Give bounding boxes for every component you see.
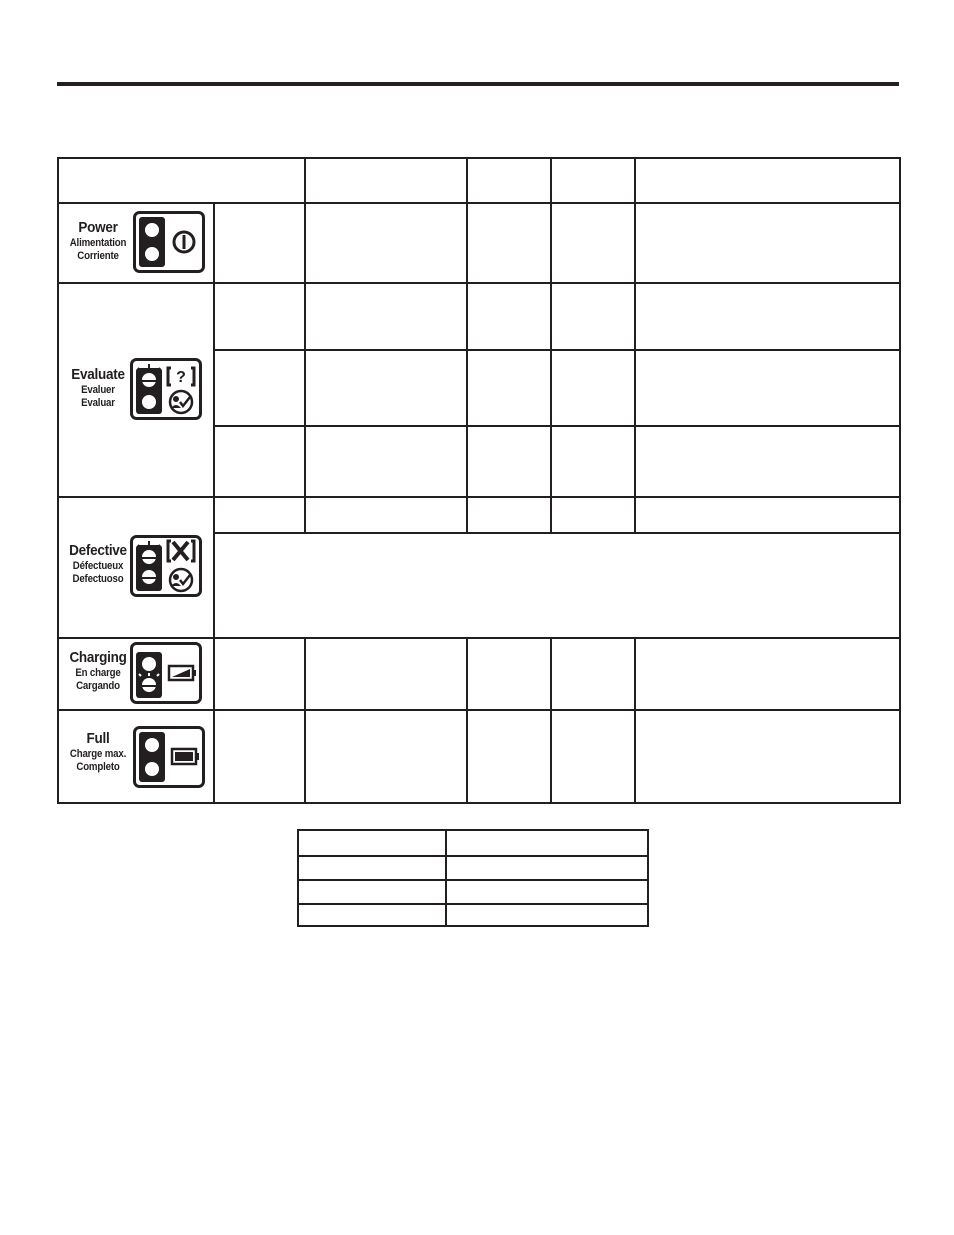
- label-fr: Evaluer: [81, 383, 115, 396]
- indicator-table: [57, 157, 901, 804]
- label-en: Defective: [69, 542, 127, 559]
- label-en: Power: [78, 219, 118, 236]
- full-indicator-icon: [133, 726, 205, 788]
- col-divider: [304, 159, 306, 534]
- col-divider: [466, 637, 468, 804]
- svg-text:?: ?: [176, 369, 186, 386]
- full-label: [58, 731, 138, 774]
- col-divider: [213, 202, 215, 804]
- label-fr: Alimentation: [69, 236, 127, 249]
- label-fr: En charge: [75, 666, 121, 679]
- row-divider: [59, 202, 901, 204]
- label-en: Evaluate: [71, 366, 125, 383]
- row-divider: [299, 855, 647, 857]
- row-divider: [59, 282, 901, 284]
- secondary-table: [297, 829, 649, 927]
- row-divider: [299, 879, 647, 881]
- label-es: Defectuoso: [72, 573, 124, 586]
- header-rule: [57, 82, 899, 86]
- label-en: Charging: [69, 649, 127, 666]
- label-es: Evaluar: [81, 397, 115, 410]
- power-indicator-icon: [133, 211, 205, 273]
- col-divider: [304, 637, 306, 804]
- label-es: Cargando: [76, 680, 120, 693]
- row-divider: [59, 709, 901, 711]
- row-divider: [299, 903, 647, 905]
- charging-label: [58, 650, 138, 693]
- charging-indicator-icon: [130, 642, 202, 704]
- col-divider: [550, 159, 552, 534]
- col-divider: [634, 159, 636, 534]
- row-divider: [213, 425, 901, 427]
- label-es: Completo: [76, 761, 120, 774]
- row-divider: [59, 496, 901, 498]
- label-fr: Défectueux: [72, 559, 124, 572]
- evaluate-indicator-icon: [130, 358, 202, 420]
- defective-indicator-icon: [130, 535, 202, 597]
- col-divider: [445, 831, 447, 925]
- evaluate-label: [58, 367, 138, 410]
- row-divider: [59, 637, 901, 639]
- label-en: Full: [86, 730, 110, 747]
- power-label: [58, 220, 138, 263]
- col-divider: [466, 159, 468, 534]
- defective-label: [58, 543, 138, 586]
- row-divider: [213, 532, 901, 534]
- col-divider: [634, 637, 636, 804]
- col-divider: [550, 637, 552, 804]
- label-fr: Charge max.: [69, 747, 127, 760]
- row-divider: [213, 349, 901, 351]
- label-es: Corriente: [77, 250, 119, 263]
